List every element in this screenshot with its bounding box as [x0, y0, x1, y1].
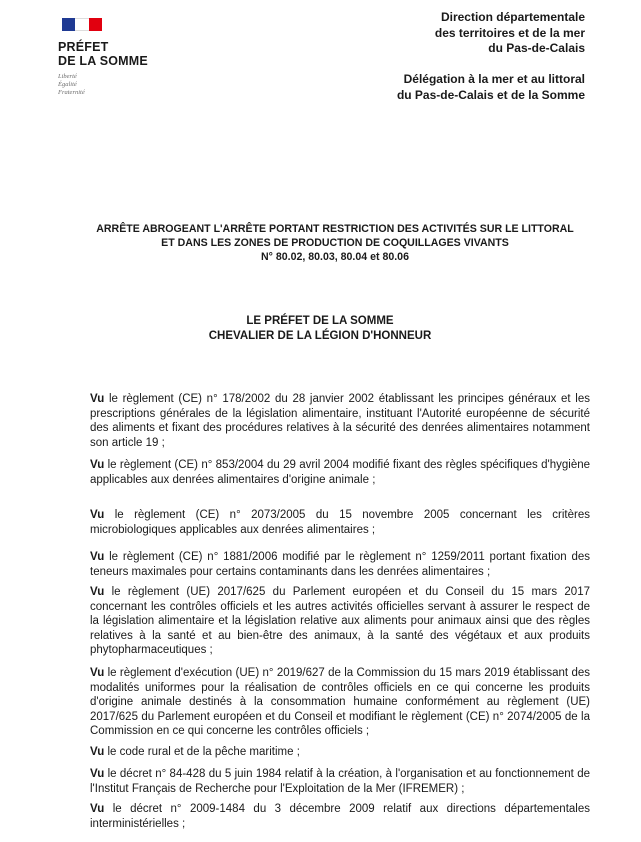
vu-keyword: Vu — [90, 746, 105, 758]
vu-keyword: Vu — [90, 393, 105, 405]
vu-keyword: Vu — [90, 667, 105, 679]
vu-paragraph — [90, 392, 590, 450]
vu-keyword: Vu — [90, 551, 105, 563]
vu-paragraph — [90, 458, 590, 487]
logo-title — [58, 41, 178, 68]
motto-fraternite: Fraternité — [58, 89, 85, 96]
prefet-heading-line-2: CHEVALIER DE LA LÉGION D'HONNEUR — [208, 330, 432, 342]
vu-text: le décret n° 2009-1484 du 3 décembre 2009 relatif aux directions départementales interministérielles ; — [90, 803, 590, 830]
vu-keyword: Vu — [90, 509, 105, 521]
vu-paragraph — [90, 508, 590, 537]
logo-line-1: PRÉFET — [58, 40, 109, 54]
prefet-heading — [40, 314, 600, 344]
vu-text: le code rural et de la pêche maritime ; — [107, 746, 300, 758]
title-line-2: ET DANS LES ZONES DE PRODUCTION DE COQUILLAGES VIVANTS — [161, 237, 509, 249]
vu-paragraph — [90, 802, 590, 831]
vu-keyword: Vu — [90, 803, 105, 815]
french-flag-icon — [62, 18, 102, 31]
vu-text: le règlement (CE) n° 853/2004 du 29 avril 2004 modifié fixant des règles spécifiques d'hygiène applicables aux denrées alimentaires d'origine animale ; — [90, 459, 591, 486]
title-line-3: N° 80.02, 80.03, 80.04 et 80.06 — [261, 251, 409, 263]
vu-keyword: Vu — [90, 768, 105, 780]
header-direction-line-3: du Pas-de-Calais — [488, 41, 585, 55]
title-line-1: ARRÊTE ABROGEANT L'ARRÊTE PORTANT RESTRICTION DES ACTIVITÉS SUR LE LITTORAL — [96, 223, 574, 235]
vu-text: le règlement (UE) 2017/625 du Parlement européen et du Conseil du 15 mars 2017 concernant les contrôles officiels et les autres activités officielles servant à assurer le respect de la législation alimentaire et la législation relative aux aliments pour animaux ainsi que des règles relatives à la santé et au bien-être des animaux, à la santé des végétaux et aux produits phytopharmaceutiques ; — [90, 586, 590, 657]
vu-paragraph — [90, 550, 590, 579]
vu-keyword: Vu — [90, 586, 105, 598]
vu-paragraph — [90, 585, 590, 658]
header-direction-line-1: Direction départementale — [440, 10, 585, 24]
header-delegation-line-2: du Pas-de-Calais et de la Somme — [396, 87, 585, 102]
prefecture-logo — [58, 18, 178, 97]
vu-text: le règlement (CE) n° 2073/2005 du 15 novembre 2005 concernant les critères microbiologiques applicables aux denrées alimentaires ; — [90, 509, 590, 536]
republic-motto — [58, 73, 178, 97]
vu-keyword: Vu — [90, 459, 105, 471]
motto-liberte: Liberté — [58, 73, 77, 80]
vu-text: le règlement (CE) n° 178/2002 du 28 janvier 2002 établissant les principes généraux et les prescriptions générales de la législation alimentaire, instituant l'Autorité européenne de sécurité des aliments et fixant des procédures relatives à la sécurité des denrées alimentaires notamment son article 19 ; — [90, 393, 590, 449]
vu-text: le décret n° 84-428 du 5 juin 1984 relatif à la création, à l'organisation et au fonctionnement de l'Institut Français de Recherche pour l'Exploitation de la Mer (IFREMER) ; — [90, 768, 590, 795]
motto-egalite: Égalité — [58, 81, 77, 88]
document-title — [40, 222, 630, 264]
vu-text: le règlement d'exécution (UE) n° 2019/627 de la Commission du 15 mars 2019 établissant des modalités uniformes pour la réalisation de contrôles officiels en ce qui concerne les produits d'origine animale destinés à la consommation humaine conformément au règlement (UE) 2017/625 du Parlement européen et du Conseil et modifiant le règlement (CE) n° 2074/2005 de la Commission en ce qui concerne les contrôles officiels ; — [90, 667, 590, 738]
header-direction-line-2: des territoires et de la mer — [434, 25, 585, 40]
vu-paragraph — [90, 745, 590, 760]
logo-line-2: DE LA SOMME — [58, 53, 148, 68]
vu-paragraph — [90, 666, 590, 739]
vu-text: le règlement (CE) n° 1881/2006 modifié par le règlement n° 1259/2011 portant fixation des teneurs maximales pour certains contaminants dans les denrées alimentaires ; — [90, 551, 590, 578]
header-direction — [435, 10, 585, 57]
header-delegation — [397, 72, 585, 103]
prefet-heading-line-1: LE PRÉFET DE LA SOMME — [246, 315, 394, 327]
header-delegation-line-1: Délégation à la mer et au littoral — [403, 72, 585, 86]
vu-paragraph — [90, 767, 590, 796]
